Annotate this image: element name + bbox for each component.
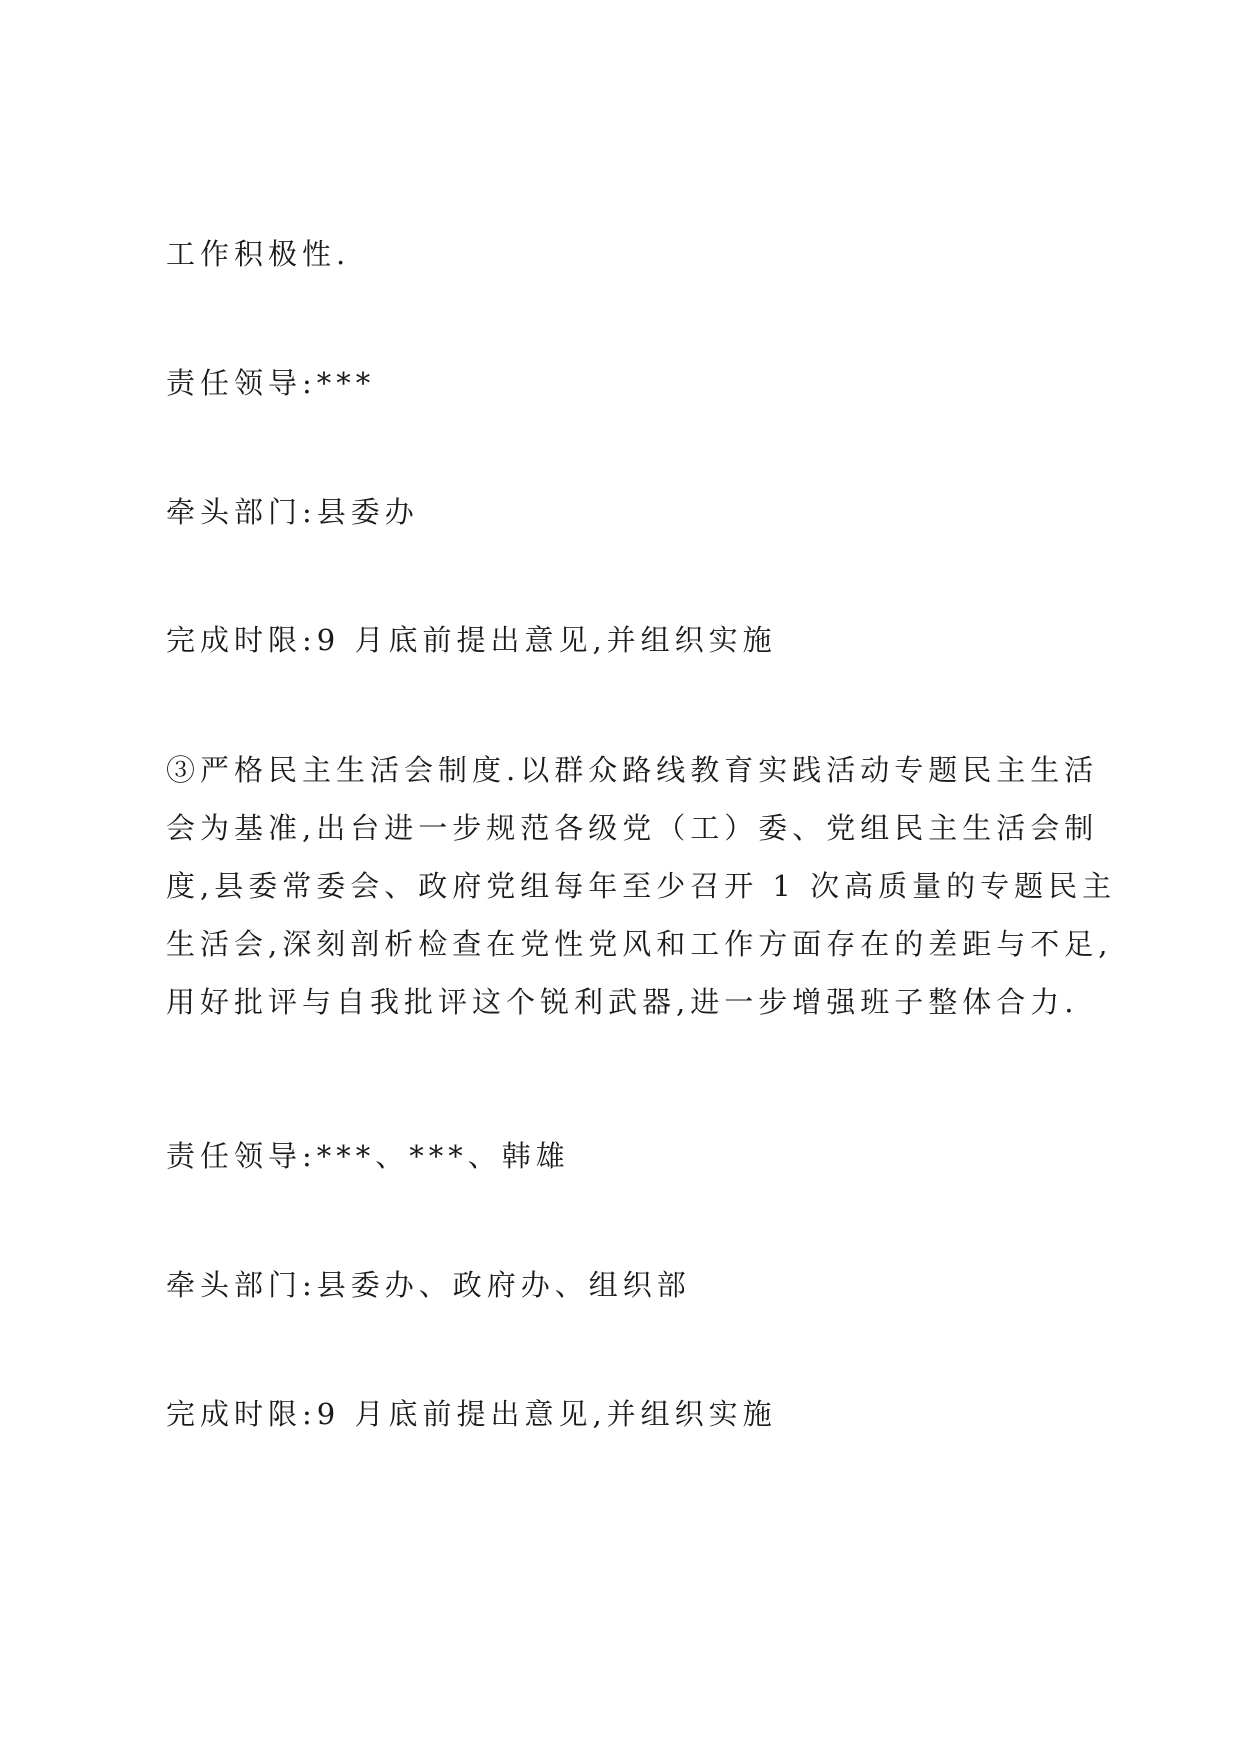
text-line-responsible-leader: 责任领导:*** — [166, 366, 376, 400]
text-line-deadline-2: 完成时限:9 月底前提出意见,并组织实施 — [166, 1397, 777, 1431]
paragraph-line: ③严格民主生活会制度.以群众路线教育实践活动专题民主生活 — [166, 753, 1099, 787]
text-line-lead-department: 牵头部门:县委办 — [166, 495, 419, 529]
text-line-work-enthusiasm: 工作积极性. — [166, 237, 351, 271]
paragraph-democratic-life-meeting — [166, 750, 1117, 1040]
paragraph-line: 会为基准,出台进一步规范各级党（工）委、党组民主生活会制 — [166, 811, 1099, 845]
text-line-lead-departments: 牵头部门:县委办、政府办、组织部 — [166, 1268, 691, 1302]
paragraph-line: 用好批评与自我批评这个锐利武器,进一步增强班子整体合力. — [166, 985, 1079, 1019]
text-line-deadline: 完成时限:9 月底前提出意见,并组织实施 — [166, 623, 777, 657]
paragraph-line: 度,县委常委会、政府党组每年至少召开 1 次高质量的专题民主 — [166, 869, 1117, 903]
text-line-responsible-leaders: 责任领导:***、***、韩雄 — [166, 1139, 570, 1173]
paragraph-line: 生活会,深刻剖析检查在党性党风和工作方面存在的差距与不足, — [166, 927, 1113, 961]
